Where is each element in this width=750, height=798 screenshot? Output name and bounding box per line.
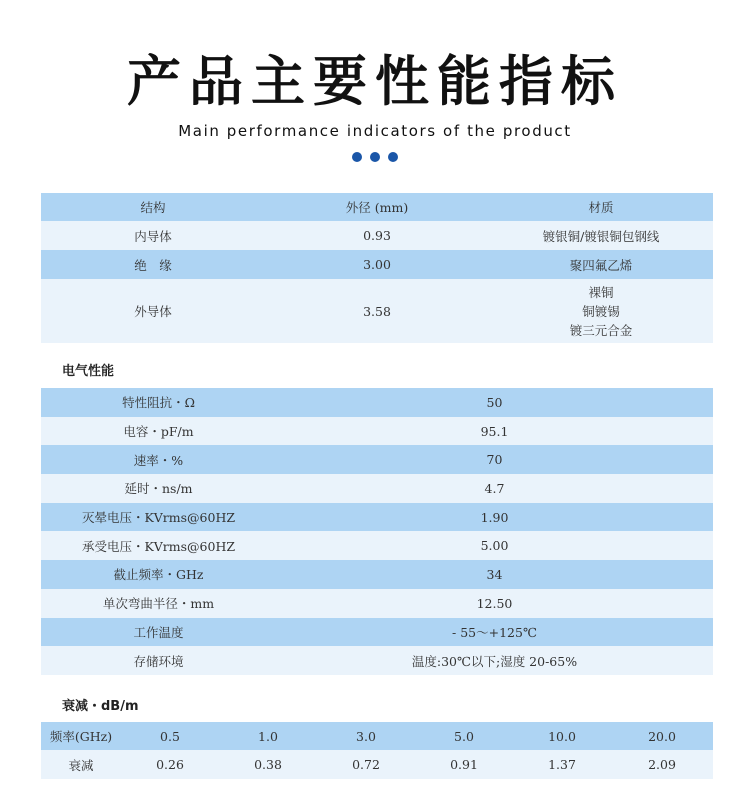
param-label: 承受电压・KVrms@60HZ [41, 531, 276, 560]
column-header-outer-diameter: 外径 (mm) [265, 193, 489, 221]
material-item: 镀三元合金 [569, 322, 633, 338]
frequency-cell: 20.0 [611, 722, 713, 750]
structure-material: 聚四氟乙烯 [489, 250, 713, 279]
param-value: 50 [276, 388, 713, 417]
structure-od: 0.93 [265, 221, 489, 250]
structure-material-list [489, 279, 713, 343]
table-row [41, 503, 713, 532]
table-row [41, 279, 713, 343]
param-label: 灭晕电压・KVrms@60HZ [41, 503, 276, 532]
param-value: 34 [276, 560, 713, 589]
material-item: 铜镀锡 [582, 303, 620, 319]
decorative-dots [352, 152, 398, 162]
param-value: 4.7 [276, 474, 713, 503]
section-title-electrical: 电气性能 [62, 364, 115, 379]
page-title: 产品主要性能指标 [127, 50, 623, 113]
attenuation-cell: 1.37 [513, 750, 611, 779]
attenuation-label: 衰减 [41, 750, 121, 779]
frequency-cell: 10.0 [513, 722, 611, 750]
attenuation-cell: 0.72 [317, 750, 415, 779]
structure-od: 3.58 [265, 279, 489, 343]
attenuation-cell: 0.26 [121, 750, 219, 779]
param-value: 温度:30℃以下;湿度 20-65% [276, 646, 713, 675]
table-row [41, 417, 713, 446]
column-header-structure: 结构 [41, 193, 265, 221]
param-label: 单次弯曲半径・mm [41, 589, 276, 618]
table-row [41, 221, 713, 250]
param-value: 70 [276, 445, 713, 474]
structure-table [41, 193, 713, 343]
page-header [0, 0, 750, 192]
table-row [41, 250, 713, 279]
section-title-attenuation: 衰减・dB/m [62, 699, 139, 714]
frequency-cell: 5.0 [415, 722, 513, 750]
table-row [41, 722, 713, 750]
param-value: - 55～+125℃ [276, 618, 713, 647]
frequency-label: 频率(GHz) [41, 722, 121, 750]
table-row [41, 560, 713, 589]
page-subtitle: Main performance indicators of the product [178, 122, 572, 140]
param-label: 工作温度 [41, 618, 276, 647]
frequency-cell: 1.0 [219, 722, 317, 750]
table-row [41, 474, 713, 503]
dot-icon [352, 152, 362, 162]
electrical-table [41, 388, 713, 675]
structure-name: 外导体 [41, 279, 265, 343]
column-header-material: 材质 [489, 193, 713, 221]
param-label: 延时・ns/m [41, 474, 276, 503]
param-value: 5.00 [276, 531, 713, 560]
table-row [41, 618, 713, 647]
param-value: 12.50 [276, 589, 713, 618]
table-row [41, 531, 713, 560]
structure-name: 绝 缘 [41, 250, 265, 279]
param-label: 速率・% [41, 445, 276, 474]
table-row [41, 388, 713, 417]
param-label: 特性阻抗・Ω [41, 388, 276, 417]
structure-material: 镀银铜/镀银铜包钢线 [489, 221, 713, 250]
dot-icon [388, 152, 398, 162]
table-row [41, 445, 713, 474]
attenuation-cell: 2.09 [611, 750, 713, 779]
param-label: 存储环境 [41, 646, 276, 675]
structure-od: 3.00 [265, 250, 489, 279]
material-item: 裸铜 [588, 284, 614, 300]
frequency-cell: 3.0 [317, 722, 415, 750]
attenuation-cell: 0.38 [219, 750, 317, 779]
table-header-row [41, 193, 713, 221]
table-row [41, 646, 713, 675]
param-label: 电容・pF/m [41, 417, 276, 446]
attenuation-cell: 0.91 [415, 750, 513, 779]
param-value: 95.1 [276, 417, 713, 446]
frequency-cell: 0.5 [121, 722, 219, 750]
table-row [41, 589, 713, 618]
param-value: 1.90 [276, 503, 713, 532]
param-label: 截止频率・GHz [41, 560, 276, 589]
structure-name: 内导体 [41, 221, 265, 250]
attenuation-table [41, 722, 713, 779]
table-row [41, 750, 713, 779]
dot-icon [370, 152, 380, 162]
